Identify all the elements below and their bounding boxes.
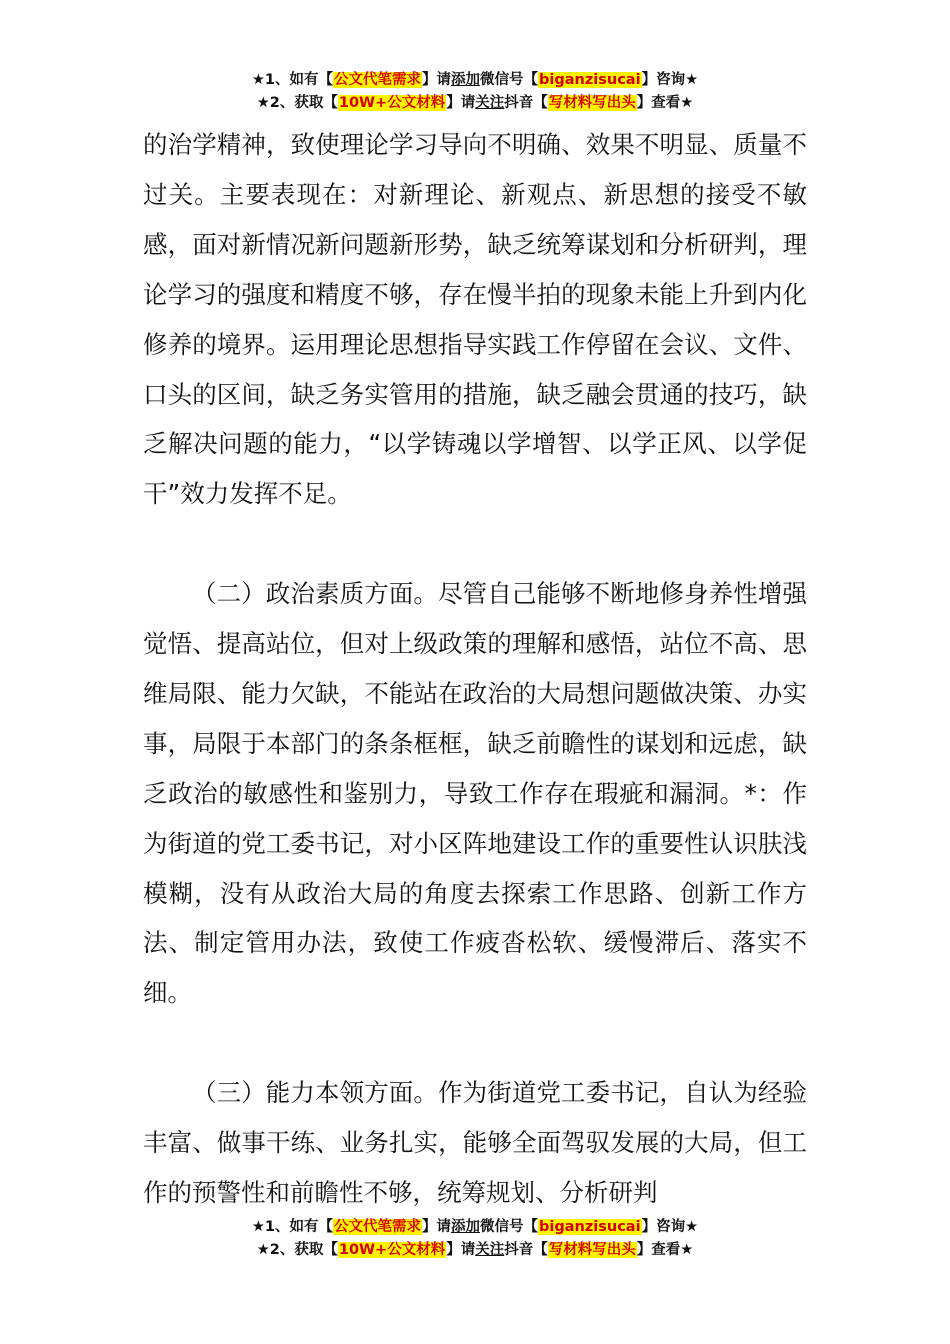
star-icon: ★ bbox=[256, 95, 270, 111]
paragraph-continued: 的治学精神，致使理论学习导向不明确、效果不明显、质量不过关。主要表现在：对新理论、新观点、新思想的接受不敏感，面对新情况新问题新形势，缺乏统筹谋划和分析研判，理论学习的强度和精度不够，存在慢半拍的现象未能上升到内化修养的境界。运用理论思想指导实践工作停留在会议、文件、口头的区间，缺乏务实管用的措施，缺乏融会贯通的技巧，缺乏解决问题的能力，“以学铸魂以学增智、以学正风、以学促干”效力发挥不足。 bbox=[143, 130, 807, 509]
highlight-wechat-id: biganzisucai bbox=[539, 1219, 641, 1235]
star-icon: ★ bbox=[251, 1219, 265, 1235]
star-icon: ★ bbox=[251, 72, 265, 88]
highlight-wechat-id: biganzisucai bbox=[539, 72, 641, 88]
highlight-materials: 10W+公文材料 bbox=[338, 95, 446, 111]
paragraph-ability: （三）能力本领方面。作为街道党工委书记，自认为经验丰富、做事干练、业务扎实，能够全面驾驭发展的大局，但工作的预警性和前瞻性不够，统筹规划、分析研判 bbox=[143, 1078, 807, 1207]
footer-banner bbox=[0, 1216, 950, 1262]
highlight-service: 公文代笔需求 bbox=[334, 1219, 422, 1235]
star-icon: ★ bbox=[685, 1219, 699, 1235]
document-body bbox=[143, 120, 807, 1218]
banner-line-2: ★2、获取【10W+公文材料】请关注抖音【写材料写出头】查看★ bbox=[256, 95, 694, 111]
star-icon: ★ bbox=[256, 1242, 270, 1258]
banner-line-1: ★1、如有【公文代笔需求】请添加微信号【biganzisucai】咨询★ bbox=[251, 72, 699, 88]
highlight-douyin: 写材料写出头 bbox=[548, 95, 636, 111]
star-icon: ★ bbox=[680, 1242, 694, 1258]
highlight-materials: 10W+公文材料 bbox=[338, 1242, 446, 1258]
header-banner bbox=[0, 69, 950, 115]
paragraph-political-quality: （二）政治素质方面。尽管自己能够不断地修身养性增强觉悟、提高站位，但对上级政策的理解和感悟，站位不高、思维局限、能力欠缺，不能站在政治的大局想问题做决策、办实事，局限于本部门的条条框框，缺乏前瞻性的谋划和远虑，缺乏政治的敏感性和鉴别力，导致工作存在瑕疵和漏洞。*：作为街道的党工委书记，对小区阵地建设工作的重要性认识肤浅模糊，没有从政治大局的角度去探索工作思路、创新工作方法、制定管用办法，致使工作疲沓松软、缓慢滞后、落实不细。 bbox=[143, 579, 807, 1008]
highlight-douyin: 写材料写出头 bbox=[548, 1242, 636, 1258]
highlight-service: 公文代笔需求 bbox=[334, 72, 422, 88]
star-icon: ★ bbox=[685, 72, 699, 88]
star-icon: ★ bbox=[680, 95, 694, 111]
banner-line-2: ★2、获取【10W+公文材料】请关注抖音【写材料写出头】查看★ bbox=[256, 1242, 694, 1258]
banner-line-1: ★1、如有【公文代笔需求】请添加微信号【biganzisucai】咨询★ bbox=[251, 1219, 699, 1235]
